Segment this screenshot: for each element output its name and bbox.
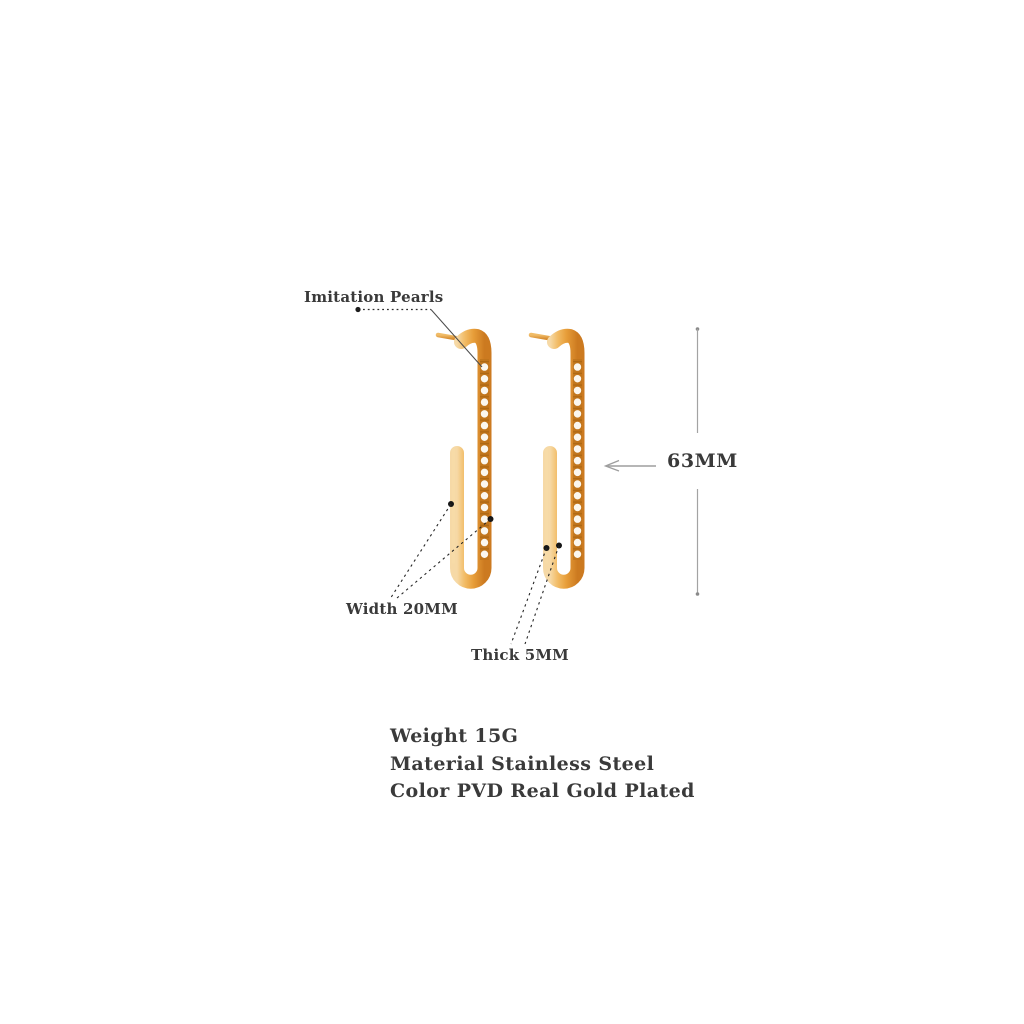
measure-end-dot — [696, 592, 700, 596]
thickness-label: Thick 5MM — [471, 646, 569, 664]
right-earring — [531, 335, 578, 582]
dotted-leader-line — [390, 504, 451, 599]
width-label: Width 20MM — [346, 600, 458, 618]
spec-material: Material Stainless Steel — [390, 752, 655, 775]
spec-weight: Weight 15G — [390, 725, 519, 747]
pearls-label: Imitation Pearls — [304, 288, 444, 306]
product-specs — [390, 723, 695, 806]
spec-color: Color PVD Real Gold Plated — [390, 780, 695, 802]
left-earring — [438, 335, 485, 582]
thickness-callout — [511, 543, 562, 645]
callout-dot — [355, 307, 360, 312]
dotted-leader-line — [511, 548, 547, 644]
length-label: 63MM — [667, 450, 738, 472]
